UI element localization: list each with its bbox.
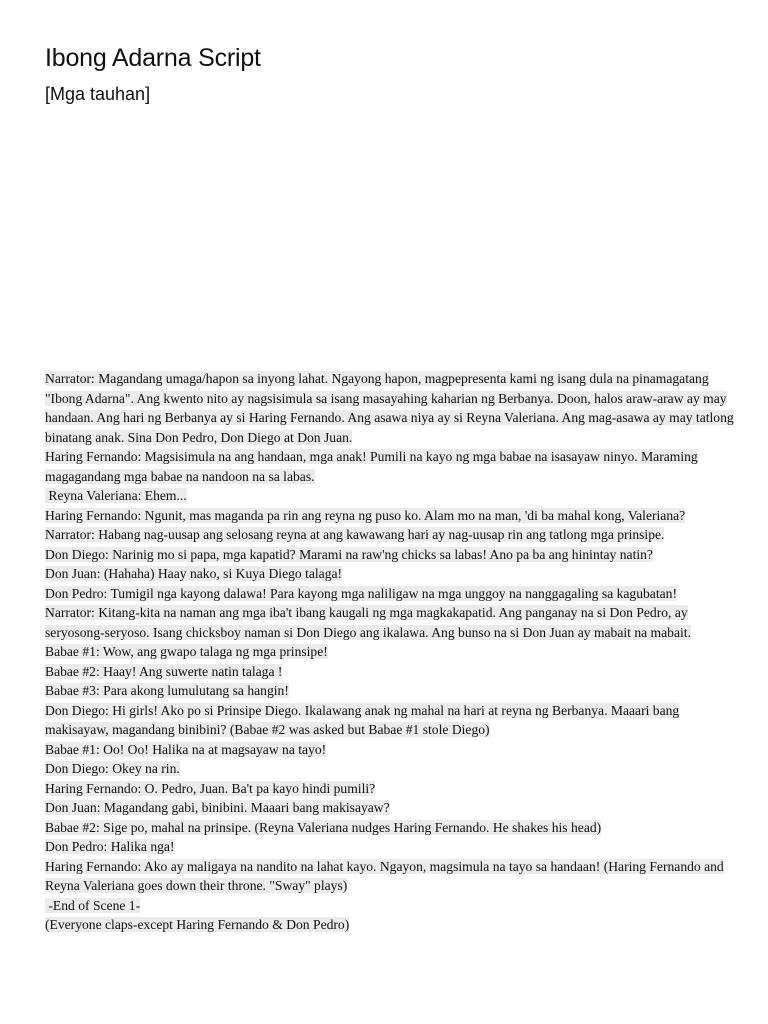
- page-subtitle: [Mga tauhan]: [45, 84, 151, 104]
- script-line: Don Diego: Hi girls! Ako po si Prinsipe Diego. Ikalawang anak ng mahal na hari at reyna ng Berbanya. Maaari bang makisayaw, magandang binibini? (Babae #2 was asked but Babae #1 stole Diego): [45, 702, 680, 737]
- script-line: Don Juan: (Hahaha) Haay nako, si Kuya Diego talaga!: [45, 566, 343, 581]
- page-title: Ibong Adarna Script: [45, 44, 261, 72]
- script-line: Babae #2: Haay! Ang suwerte natin talaga !: [45, 663, 283, 679]
- script-line: Haring Fernando: O. Pedro, Juan. Ba't pa kayo hindi pumili?: [45, 780, 376, 796]
- script-line: Don Diego: Narinig mo si papa, mga kapatid? Marami na raw'ng chicks sa labas! Ano pa ba ang hinintay natin?: [45, 546, 653, 562]
- script-line: Don Juan: Magandang gabi, binibini. Maaari bang makisayaw?: [45, 800, 390, 815]
- script-line: Haring Fernando: Ngunit, mas maganda pa rin ang reyna ng puso ko. Alam mo na man, 'di ba mahal kong, Valeriana?: [45, 507, 686, 523]
- script-line: Don Pedro: Halika nga!: [45, 839, 175, 854]
- script-body: [45, 369, 735, 935]
- script-line: (Everyone claps-except Haring Fernando & Don Pedro): [45, 917, 350, 932]
- script-line: Haring Fernando: Magsisimula na ang handaan, mga anak! Pumili na kayo ng mga babae na isasayaw ninyo. Maraming magagandang mga babae na nandoon na sa labas.: [45, 449, 698, 484]
- script-line: -End of Scene 1-: [45, 897, 141, 913]
- script-line: Don Pedro: Tumigil nga kayong dalawa! Para kayong mga naliligaw na mga unggoy na nanggagaling sa kagubatan!: [45, 585, 677, 601]
- script-line: Narrator: Magandang umaga/hapon sa inyong lahat. Ngayong hapon, magpepresenta kami ng isang dula na pinamagatang "Ibong Adarna". Ang kwento nito ay nagsisimula sa isang masayahing kaharian ng Berbanya. Doon, halos araw-araw ay may handaan. Ang hari ng Berbanya ay si Haring Fernando. Ang asawa niya ay si Reyna Valeriana. Ang mag-asawa ay may tatlong binatang anak. Sina Don Pedro, Don Diego at Don Juan.: [45, 371, 734, 445]
- script-line: Reyna Valeriana: Ehem...: [45, 488, 187, 503]
- script-line: Narrator: Habang nag-uusap ang selosang reyna at ang kawawang hari ay nag-uusap rin ang tatlong mga prinsipe.: [45, 527, 665, 542]
- script-line: Babae #1: Oo! Oo! Halika na at magsayaw na tayo!: [45, 741, 327, 757]
- script-line: Haring Fernando: Ako ay maligaya na nandito na lahat kayo. Ngayon, magsimula na tayo sa handaan! (Haring Fernando and Reyna Valeriana goes down their throne. "Sway" plays): [45, 858, 724, 893]
- script-line: Babae #2: Sige po, mahal na prinsipe. (Reyna Valeriana nudges Haring Fernando. He shakes his head): [45, 819, 602, 835]
- script-line: Don Diego: Okey na rin.: [45, 761, 180, 776]
- script-line: Babae #1: Wow, ang gwapo talaga ng mga prinsipe!: [45, 644, 328, 659]
- script-line: Narrator: Kitang-kita na naman ang mga iba't ibang kaugali ng mga magkakapatid. Ang panganay na si Don Pedro, ay seryosong-seryoso. Isang chicksboy naman si Don Diego ang ikalawa. Ang bunso na si Don Juan ay mabait na mabait.: [45, 605, 691, 640]
- script-line: Babae #3: Para akong lumulutang sa hangin!: [45, 683, 289, 698]
